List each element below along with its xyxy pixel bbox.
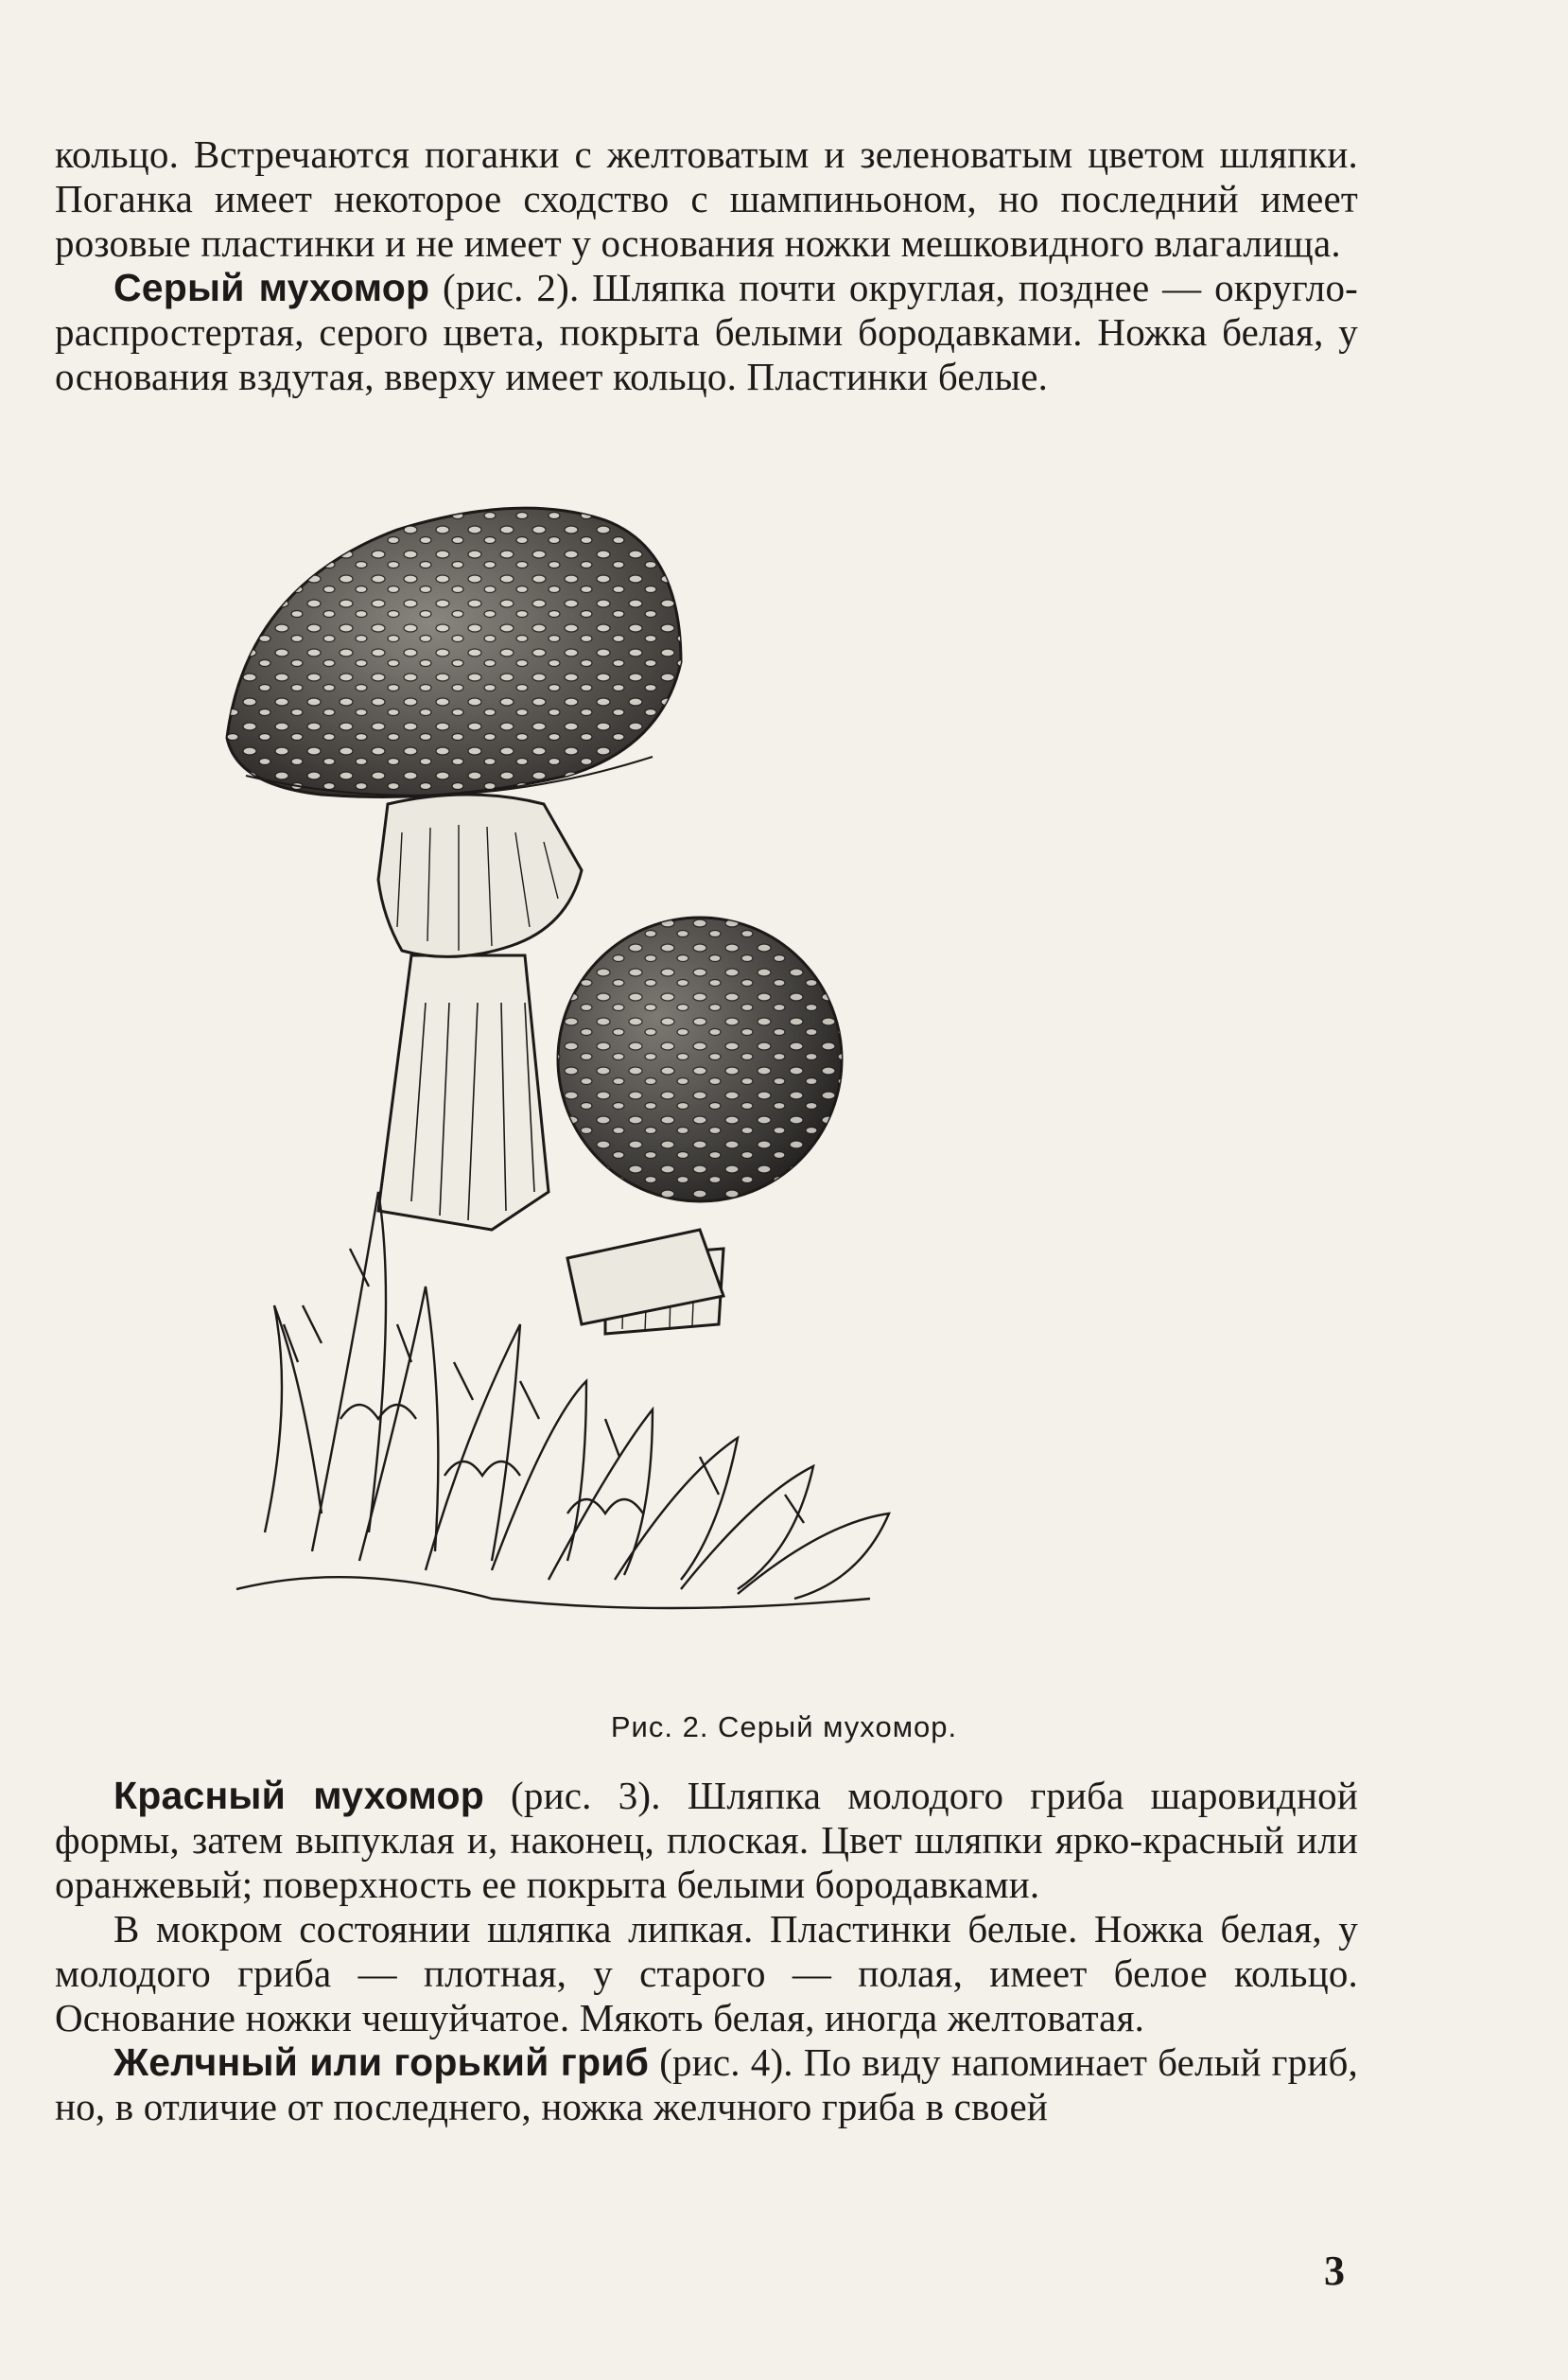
stem-ring	[378, 795, 582, 956]
top-text-block	[55, 132, 1358, 399]
figure-caption: Рис. 2. Серый мухомор.	[610, 1710, 958, 1743]
term-grey-amanita: Серый мухомор	[113, 266, 430, 309]
term-bitter-bolete: Желчный или горький гриб	[113, 2040, 650, 2084]
paragraph-red-amanita	[55, 1774, 1358, 1907]
paragraph-grey-amanita	[55, 266, 1358, 399]
paragraph-bitter-bolete	[55, 2040, 1358, 2129]
paragraph-continuation: кольцо. Встречаются поганки с желтоватым и зеленоватым цветом шляпки. Поганка имеет некоторое сходство с шампиньоном, но последний имеет розовые пластинки и не имеет у основания ножки мешковидного влагалища.	[55, 132, 1358, 265]
grey-amanita-illustration	[208, 473, 1078, 1665]
young-mushroom	[558, 918, 842, 1334]
bottom-text-block	[55, 1774, 1358, 2129]
term-red-amanita: Красный мухомор	[113, 1774, 484, 1817]
page-number: 3	[1324, 2248, 1345, 2294]
bitter-bolete-description: (рис. 4). По виду напоминает белый гриб, но, в отличие от последнего, ножка желчного гриба в своей	[55, 2040, 1358, 2128]
grey-amanita-description: (рис. 2). Шляпка почти округлая, позднее — округло-распростертая, серого цвета, покрыта белыми бородавками. Ножка белая, у основания вздутая, вверху имеет кольцо. Пластинки белые.	[55, 266, 1358, 398]
large-stem	[378, 955, 549, 1230]
red-amanita-description: (рис. 3). Шляпка молодого гриба шаровидной формы, затем выпуклая и, наконец, плоская. Цвет шляпки ярко-красный или оранжевый; поверхность ее покрыта белыми бородавками.	[55, 1774, 1358, 1906]
paragraph-red-amanita-details: В мокром состоянии шляпка липкая. Пластинки белые. Ножка белая, у молодого гриба — плотная, у старого — полая, имеет белое кольцо. Основание ножки чешуйчатое. Мякоть белая, иногда желтоватая.	[55, 1907, 1358, 2039]
large-cap	[227, 508, 681, 796]
moss-grass	[236, 1192, 889, 1608]
